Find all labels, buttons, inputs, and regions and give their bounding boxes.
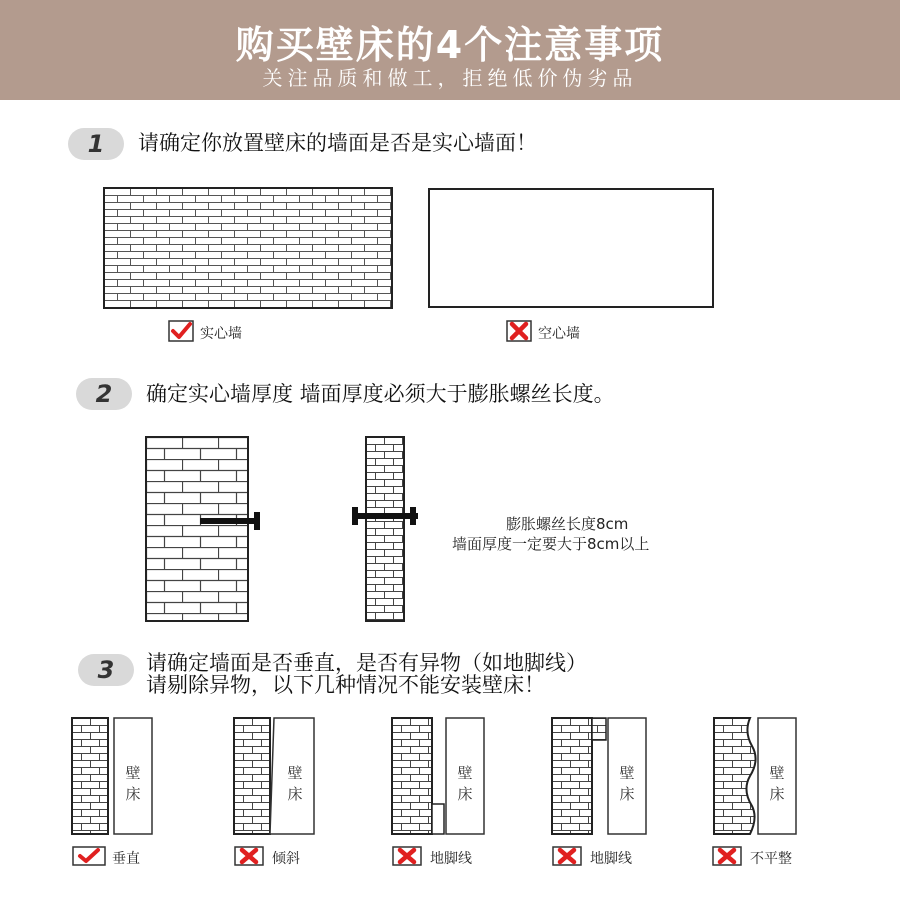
check-icon: [72, 846, 106, 866]
expansion-screw-icon: [196, 512, 266, 532]
bed-label: 壁 床: [769, 764, 785, 803]
page-title: 购买壁床的4个注意事项: [235, 23, 665, 67]
thin-wall-image: [366, 437, 404, 621]
bed-label: 壁 床: [287, 764, 303, 803]
cross-icon: [392, 846, 422, 866]
page-subtitle: 关注品质和做工，拒绝低价伪劣品: [262, 66, 638, 90]
case-vertical-label: 垂直: [112, 851, 140, 867]
step-1-text: 请确定你放置壁床的墙面是否是实心墙面！: [138, 131, 537, 155]
step-3-text-line2: 请剔除异物，以下几种情况不能安装壁床！: [146, 673, 545, 697]
step-2-badge: 2: [76, 378, 132, 410]
wall-thickness-note: 墙面厚度一定要大于8cm以上: [452, 535, 650, 553]
step-2-text: 确定实心墙厚度 墙面厚度必须大于膨胀螺丝长度。: [146, 382, 615, 406]
solid-wall-label: 实心墙: [200, 326, 242, 342]
header-banner: [0, 0, 900, 100]
expansion-screw-through-icon: [352, 505, 428, 527]
screw-length-note: 膨胀螺丝长度8cm: [506, 515, 629, 533]
hollow-wall-label: 空心墙: [538, 326, 580, 342]
case-tilted-label: 倾斜: [272, 851, 300, 867]
case-skirting-top-label: 地脚线: [590, 851, 632, 867]
step-3-badge: 3: [78, 654, 134, 686]
step-3-text-line1: 请确定墙面是否垂直，是否有异物（如地脚线）: [146, 651, 587, 675]
solid-wall-image: [104, 188, 392, 308]
cross-icon: [506, 320, 532, 342]
cross-icon: [552, 846, 582, 866]
bed-label: 壁 床: [619, 764, 635, 803]
check-icon: [168, 320, 194, 342]
cross-icon: [234, 846, 264, 866]
case-skirting-bottom-label: 地脚线: [430, 851, 472, 867]
hollow-wall-image: [428, 188, 714, 308]
bed-label: 壁 床: [457, 764, 473, 803]
cross-icon: [712, 846, 742, 866]
case-uneven-label: 不平整: [750, 851, 792, 867]
bed-label: 壁 床: [125, 764, 141, 803]
step-1-badge: 1: [68, 128, 124, 160]
